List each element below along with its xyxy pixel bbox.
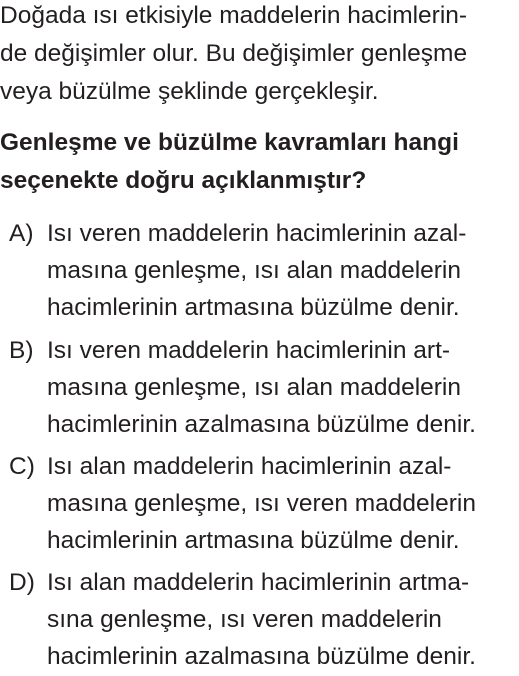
- question-line-1: Genleşme ve büzülme kavramları hangi: [0, 129, 459, 156]
- option-line: masına genleşme, ısı alan maddelerin: [47, 374, 461, 401]
- option-line: hacimlerinin azalmasına büzülme denir.: [47, 643, 476, 670]
- passage-line-2: de değişimler olur. Bu değişimler genleşme: [0, 40, 468, 67]
- option-line: Isı alan maddelerin hacimlerinin azal-: [47, 453, 452, 480]
- option-line: Isı veren maddelerin hacimlerinin azal-: [47, 220, 467, 247]
- option-line: Isı alan maddelerin hacimlerinin artma-: [47, 569, 470, 596]
- passage-line-3: veya büzülme şeklinde gerçekleşir.: [0, 78, 379, 105]
- option-line: hacimlerinin azalmasına büzülme denir.: [47, 411, 476, 438]
- option-letter: D): [9, 569, 35, 596]
- option-line: masına genleşme, ısı veren maddelerin: [47, 490, 476, 517]
- passage-line-1: Doğada ısı etkisiyle maddelerin hacimlerin-: [0, 2, 468, 29]
- option-letter: C): [9, 453, 35, 480]
- option-line: Isı veren maddelerin hacimlerinin art-: [47, 337, 451, 364]
- option-letter: A): [9, 220, 34, 247]
- option-line: hacimlerinin artmasına büzülme denir.: [47, 527, 460, 554]
- option-line: hacimlerinin artmasına büzülme denir.: [47, 294, 460, 321]
- option-line: masına genleşme, ısı alan maddelerin: [47, 257, 461, 284]
- question-line-2: seçenekte doğru açıklanmıştır?: [0, 167, 367, 194]
- option-line: sına genleşme, ısı veren maddelerin: [47, 606, 442, 633]
- option-letter: B): [9, 337, 34, 364]
